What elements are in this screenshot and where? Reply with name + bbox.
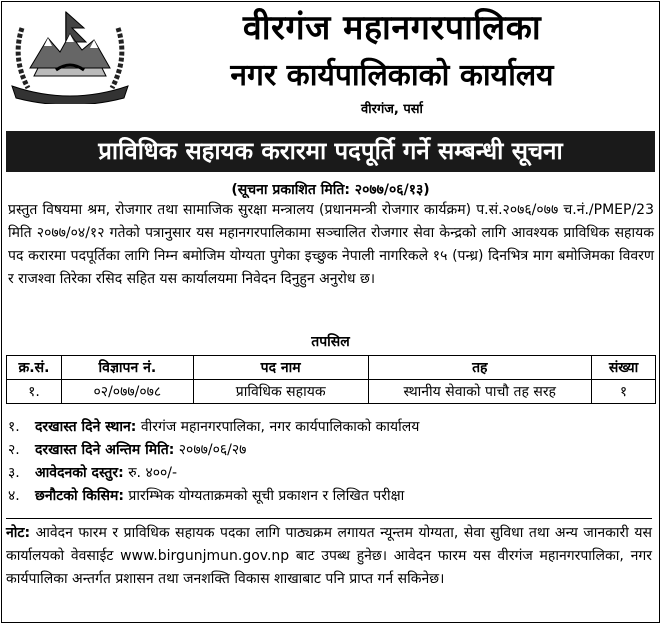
item-number: १. [8, 419, 20, 435]
item-number: ३. [8, 465, 20, 481]
cell-ad-no: ०२/०७७/०७८ [61, 380, 193, 404]
cell-sn: १. [7, 380, 62, 404]
details-list [8, 416, 654, 508]
notice-body: प्रस्तुत विषयमा श्रम, रोजगार तथा सामाजिक सुरक्षा मन्त्रालय (प्रधानमन्त्री रोजगार कार्यक्रम) प.सं.२०७६/०७७ च.नं./PMEP/23 मिति २०७७/०४/१२ गतेको पत्रानुसार यस महानगरपालिकामा सञ्चालित रोजगार सेवा केन्द्रको लागि आवश्यक प्राविधिक सहायक पद करारमा पदपूर्तिका लागि निम्न बमोजिम योग्यता पुगेका इच्छुक नेपाली नागरिकले १५ (पन्ध्र) दिनभित्र माग बमोजिमका विवरण र राजश्वा तिरेका रसिद सहित यस कार्यालयमा निवेदन दिनुहुन अनुरोध छ। [8, 202, 654, 287]
header-post: पद नाम [193, 356, 368, 380]
schedule-table [6, 355, 656, 404]
item-value: २०७७/०६/२७ [178, 442, 247, 458]
cell-count: १ [592, 380, 656, 404]
item-value: वीरगंज महानगरपालिका, नगर कार्यपालिकाको कार्यालय [140, 419, 420, 435]
published-date: (सूचना प्रकाशित मिति: २०७७/०६/१३) [231, 182, 430, 198]
item-number: २. [8, 442, 20, 458]
table-row [7, 380, 656, 404]
item-label: आवेदनको दस्तुर: [35, 465, 124, 481]
item-number: ४. [8, 488, 20, 504]
header-ad-no: विज्ञापन नं. [61, 356, 193, 380]
item-value: प्रारम्भिक योग्यताक्रमको सूची प्रकाशन र लिखित परीक्षा [128, 488, 405, 504]
item-label: दरखास्त दिने स्थान: [35, 419, 137, 435]
notice-page [1, 1, 660, 623]
notice-title: प्राविधिक सहायक करारमा पदपूर्ति गर्ने सम्बन्धी सूचना [6, 131, 655, 172]
header-sn: क्र.सं. [7, 356, 62, 380]
list-item [8, 462, 654, 485]
header-level: तह [368, 356, 592, 380]
header-count: संख्या [592, 356, 656, 380]
note-paragraph [6, 518, 652, 591]
nepal-government-emblem-icon [8, 8, 132, 104]
office-address: वीरगंज, पर्सा [361, 102, 423, 117]
cell-level: स्थानीय सेवाको पाचौ तह सरह [368, 380, 592, 404]
schedule-title: तपसिल [311, 334, 350, 350]
item-label: छनौटको किसिम: [35, 488, 124, 504]
list-item [8, 416, 654, 439]
note-text: आवेदन फारम र प्राविधिक सहायक पदका लागि पाठ्यक्रम लगायत न्यून्तम योग्यता, सेवा सुविधा तथा अन्य जानकारी यस कार्यालयको वेवसाईट www.birgunjmun.gov.np बाट उपब्ध हुनेछ। आवेदन फारम यस वीरगंज महानगरपालिका, नगर कार्यपालिका अन्तर्गत प्रशासन तथा जनशक्ति विकास शाखाबाट पनि प्राप्त गर्न सकिनेछ। [6, 525, 652, 587]
note-label: नोट: [6, 525, 31, 541]
list-item [8, 439, 654, 462]
item-label: दरखास्त दिने अन्तिम मिति: [35, 442, 175, 458]
cell-post: प्राविधिक सहायक [193, 380, 368, 404]
list-item [8, 485, 654, 508]
office-name: नगर कार्यपालिकाको कार्यालय [230, 58, 554, 93]
organization-name: वीरगंज महानगरपालिका [242, 8, 542, 48]
item-value: रु. ४००/- [128, 465, 178, 481]
table-header-row [7, 356, 656, 380]
